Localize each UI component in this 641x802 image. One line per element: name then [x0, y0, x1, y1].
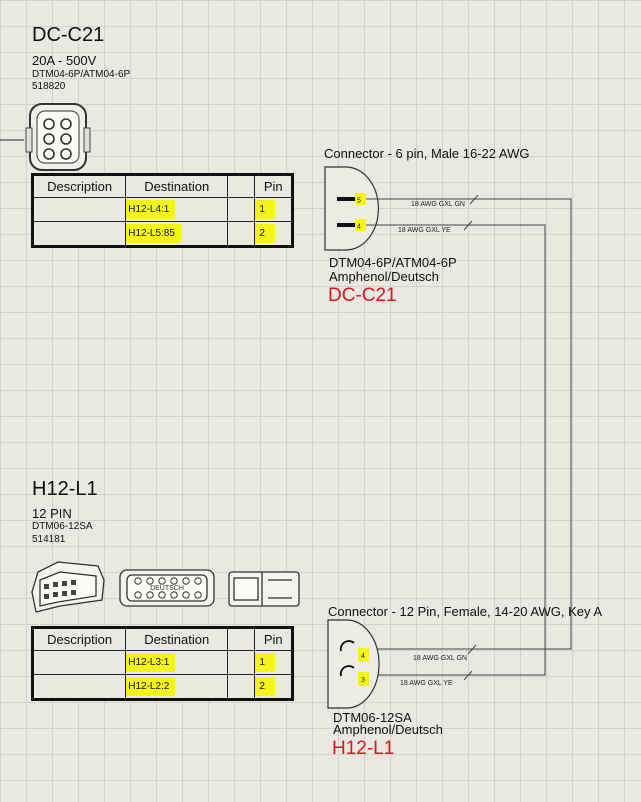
connector2-code: 514181	[32, 534, 66, 545]
connector1-symbol	[325, 167, 378, 250]
destination-value: H12-L3:1	[126, 653, 175, 672]
connector1-schematic-label: DC-C21	[328, 285, 397, 306]
wire-label: 18 AWG GXL GN	[413, 655, 467, 662]
connector2-id: H12-L1	[32, 478, 98, 500]
header-description: Description	[33, 175, 126, 198]
connector2-schematic-title: Connector - 12 Pin, Female, 14-20 AWG, Key A	[328, 604, 603, 619]
header-description: Description	[33, 628, 126, 651]
connector1-schematic-maker: Amphenol/Deutsch	[329, 269, 439, 284]
pin-value: 2	[255, 677, 275, 696]
housing-brand-text: DEUTSCH	[150, 585, 184, 592]
header-destination: Destination	[126, 175, 228, 198]
wire-label: 18 AWG GXL GN	[411, 201, 465, 208]
destination-value: H12-L5:85	[126, 224, 181, 243]
connector1-schematic-title: Connector - 6 pin, Male 16-22 AWG	[324, 146, 530, 161]
connector2-part: DTM06-12SA	[32, 521, 93, 532]
pin-value: 1	[255, 200, 275, 219]
connector1-pin-label: 4	[357, 223, 361, 231]
destination-value: H12-L4:1	[126, 200, 175, 219]
connector2-schematic-part: DTM06-12SA	[333, 710, 412, 725]
connector2-pin-label: 4	[361, 653, 365, 660]
connector2-rating: 12 PIN	[32, 506, 72, 521]
connector1-pin-label: 5	[357, 197, 361, 205]
connector1-id: DC-C21	[32, 24, 105, 46]
connector2-symbol	[328, 620, 379, 708]
header-pin: Pin	[255, 175, 293, 198]
wire-label: 18 AWG GXL YE	[398, 227, 451, 234]
connector2-schematic-label: H12-L1	[332, 738, 395, 759]
connector1-part: DTM04-6P/ATM04-6P	[32, 69, 131, 80]
pin-value: 1	[255, 653, 275, 672]
header-destination: Destination	[126, 628, 228, 651]
connector2-pin-label: 3	[361, 677, 365, 684]
pin-value: 2	[255, 224, 275, 243]
connector2-schematic-maker: Amphenol/Deutsch	[333, 722, 443, 737]
destination-value: H12-L2:2	[126, 677, 175, 696]
connector1-rating: 20A - 500V	[32, 53, 97, 68]
wire-label: 18 AWG GXL YE	[400, 680, 453, 687]
connector1-code: 518820	[32, 81, 66, 92]
header-pin: Pin	[255, 628, 293, 651]
connector1-schematic-part: DTM04-6P/ATM04-6P	[329, 255, 457, 270]
